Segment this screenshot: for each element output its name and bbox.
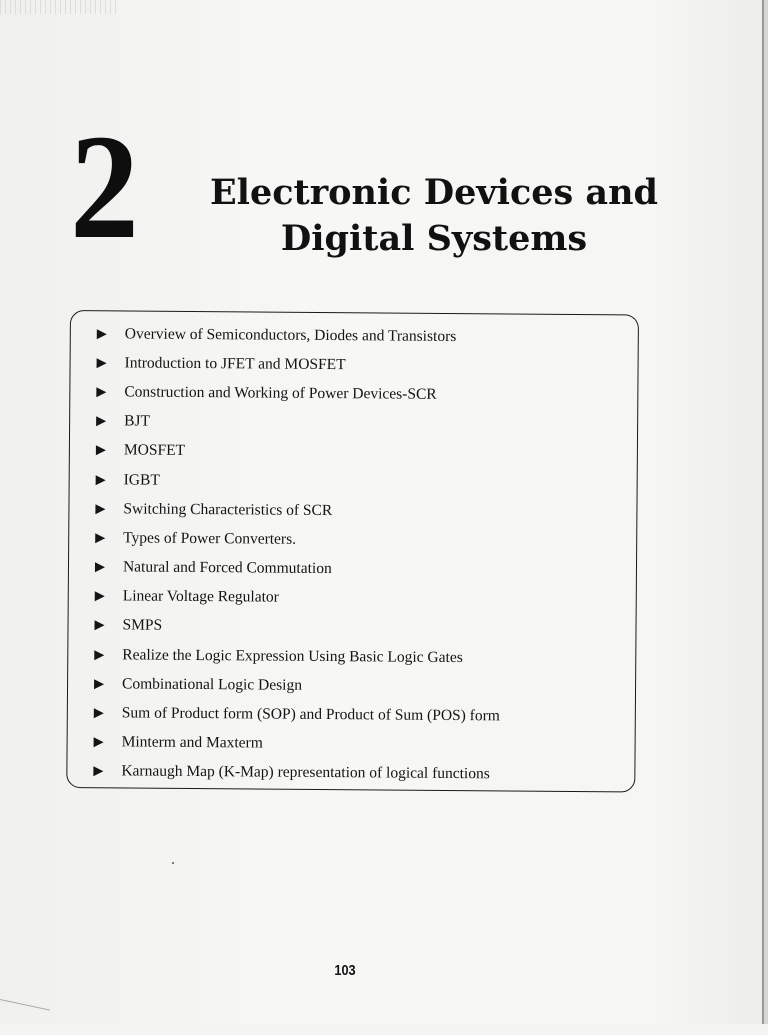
topic-label: Switching Characteristics of SCR bbox=[123, 500, 333, 519]
triangle-bullet-icon bbox=[95, 533, 105, 543]
triangle-bullet-icon bbox=[95, 504, 105, 514]
chapter-title-line-1: Electronic Devices and bbox=[209, 172, 659, 213]
topic-item bbox=[95, 494, 625, 527]
page-curl bbox=[0, 999, 50, 1035]
topic-label: Introduction to JFET and MOSFET bbox=[124, 354, 346, 373]
chapter-topics-box bbox=[66, 310, 639, 792]
triangle-bullet-icon bbox=[96, 475, 106, 485]
topic-item bbox=[96, 436, 626, 469]
topic-label: IGBT bbox=[123, 470, 160, 489]
topic-label: Realize the Logic Expression Using Basic Logic Gates bbox=[122, 646, 463, 666]
topic-label: MOSFET bbox=[123, 441, 186, 460]
topic-item bbox=[96, 378, 626, 411]
triangle-bullet-icon bbox=[96, 446, 106, 456]
topic-item bbox=[94, 640, 624, 673]
topic-item bbox=[96, 348, 626, 381]
topic-label: Types of Power Converters. bbox=[123, 529, 297, 548]
triangle-bullet-icon bbox=[97, 329, 107, 339]
topic-item bbox=[94, 669, 624, 702]
triangle-bullet-icon bbox=[94, 650, 104, 660]
topic-item bbox=[93, 728, 623, 761]
scan-speck bbox=[172, 862, 174, 864]
chapter-topics-list bbox=[93, 319, 627, 790]
chapter-title bbox=[200, 170, 668, 262]
topic-label: Overview of Semiconductors, Diodes and Transistors bbox=[124, 325, 457, 345]
topic-label: Natural and Forced Commutation bbox=[122, 558, 332, 578]
topic-item bbox=[95, 524, 625, 557]
chapter-number: 2 bbox=[70, 104, 139, 270]
topic-item bbox=[93, 757, 623, 790]
triangle-bullet-icon bbox=[94, 679, 104, 689]
triangle-bullet-icon bbox=[94, 737, 104, 747]
page-edge bbox=[762, 0, 764, 1024]
chapter-title-line-2: Digital Systems bbox=[280, 218, 588, 259]
topic-item bbox=[95, 582, 625, 615]
page-number: 103 bbox=[334, 962, 356, 979]
triangle-bullet-icon bbox=[94, 708, 104, 718]
triangle-bullet-icon bbox=[97, 358, 107, 368]
page-edge-shadow bbox=[764, 0, 768, 1024]
triangle-bullet-icon bbox=[96, 416, 106, 426]
topic-item bbox=[95, 553, 625, 586]
topic-label: Combinational Logic Design bbox=[121, 675, 303, 694]
topic-item bbox=[94, 611, 624, 644]
topic-label: Karnaugh Map (K-Map) representation of logical functions bbox=[121, 762, 490, 783]
triangle-bullet-icon bbox=[96, 387, 106, 397]
topic-label: BJT bbox=[124, 412, 151, 430]
triangle-bullet-icon bbox=[95, 591, 105, 601]
topic-item bbox=[97, 319, 627, 352]
topic-item bbox=[96, 407, 626, 440]
scan-artifact-top bbox=[0, 0, 120, 14]
topic-label: SMPS bbox=[122, 616, 163, 635]
triangle-bullet-icon bbox=[94, 621, 104, 631]
topic-item bbox=[96, 465, 626, 498]
topic-label: Minterm and Maxterm bbox=[121, 733, 263, 752]
topic-label: Linear Voltage Regulator bbox=[122, 587, 279, 606]
topic-item bbox=[94, 699, 624, 732]
triangle-bullet-icon bbox=[93, 767, 103, 777]
topic-label: Sum of Product form (SOP) and Product of Sum (POS) form bbox=[121, 704, 500, 725]
topic-label: Construction and Working of Power Devices-SCR bbox=[124, 383, 437, 403]
triangle-bullet-icon bbox=[95, 562, 105, 572]
